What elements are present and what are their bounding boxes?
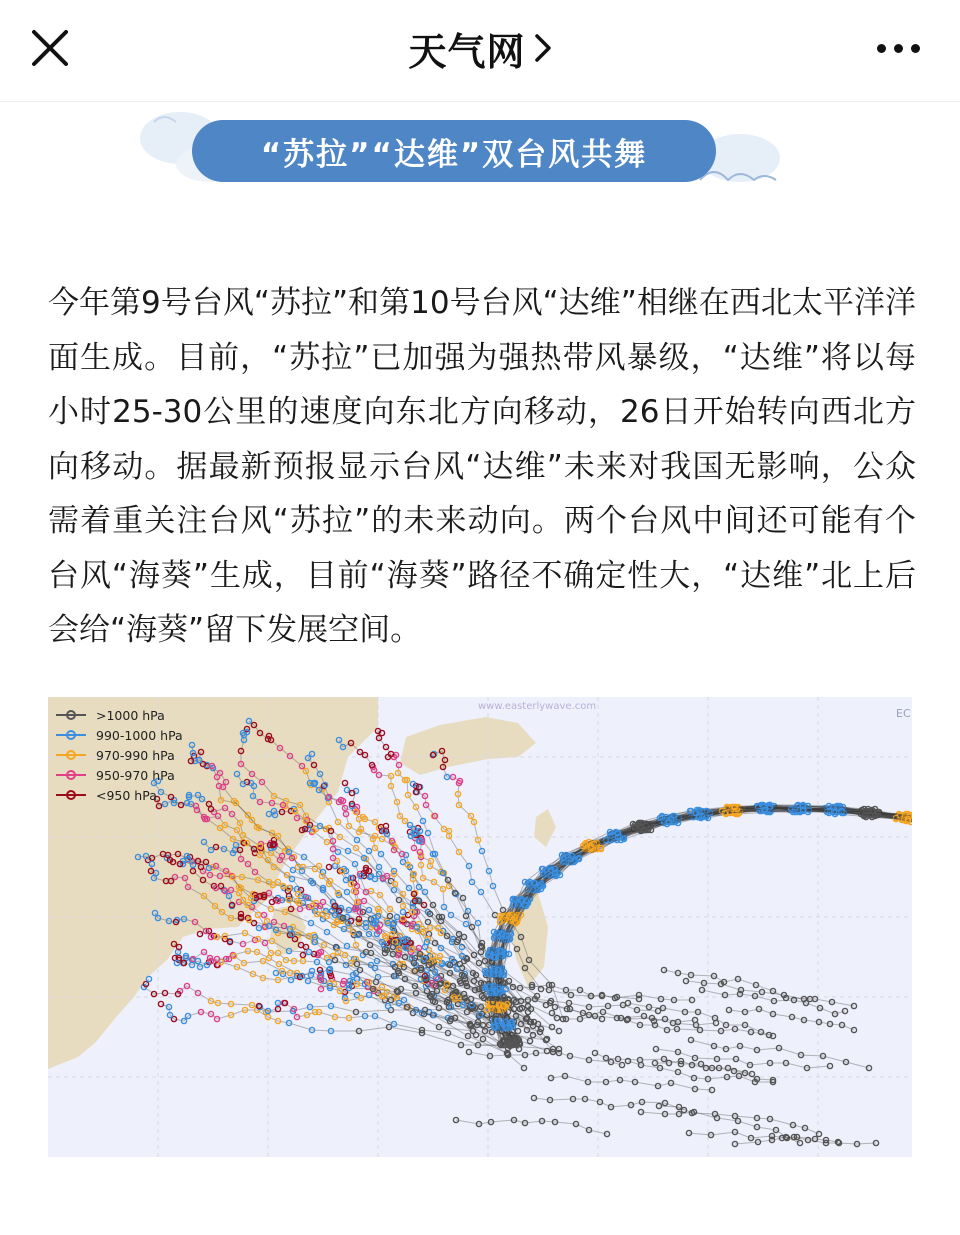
legend-item-970-990: [56, 745, 183, 765]
top-navigation-bar: [0, 0, 960, 100]
account-title: 天气网: [408, 29, 526, 74]
legend-swatch-icon: [56, 789, 86, 801]
chevron-right-icon: [534, 33, 552, 63]
banner-pill: [192, 120, 716, 182]
typhoon-ensemble-track-map: [48, 697, 912, 1157]
more-icon-dot: [911, 44, 920, 53]
legend-label: 990-1000 hPa: [96, 727, 183, 743]
legend-swatch-icon: [56, 709, 86, 721]
section-banner: [140, 100, 780, 200]
legend-label: >1000 hPa: [96, 707, 165, 723]
pressure-legend: [56, 705, 183, 805]
page-bottom-space: [0, 1158, 960, 1235]
legend-label: <950 hPa: [96, 787, 157, 803]
legend-swatch-icon: [56, 769, 86, 781]
map-watermark: www.easterlywave.com: [478, 701, 597, 712]
article-paragraph: 今年第9号台风“苏拉”和第10号台风“达维”相继在西北太平洋洋面生成。目前，“苏拉”已加强为强热带风暴级，“达维”将以每小时25-30公里的速度向东北方向移动，26日开始转向西北方向移动。据最新预报显示台风“达维”未来对我国无影响，公众需着重关注台风“苏拉”的未来动向。两个台风中间还可能有个台风“海葵”生成，目前“海葵”路径不确定性大，“达维”北上后会给“海葵”留下发展空间。: [48, 285, 916, 648]
legend-item-950: [56, 785, 183, 805]
more-icon: [877, 44, 886, 53]
map-corner-label: EC: [896, 707, 911, 720]
legend-item-1000: [56, 705, 183, 725]
banner-title: “苏拉”“达维”双台风共舞: [260, 136, 648, 173]
more-icon-dot: [894, 44, 903, 53]
legend-item-990-1000: [56, 725, 183, 745]
legend-item-950-970: [56, 765, 183, 785]
account-title-link[interactable]: [0, 22, 960, 74]
legend-label: 950-970 hPa: [96, 767, 175, 783]
more-button[interactable]: [866, 30, 930, 66]
legend-swatch-icon: [56, 749, 86, 761]
legend-label: 970-990 hPa: [96, 747, 175, 763]
legend-swatch-icon: [56, 729, 86, 741]
